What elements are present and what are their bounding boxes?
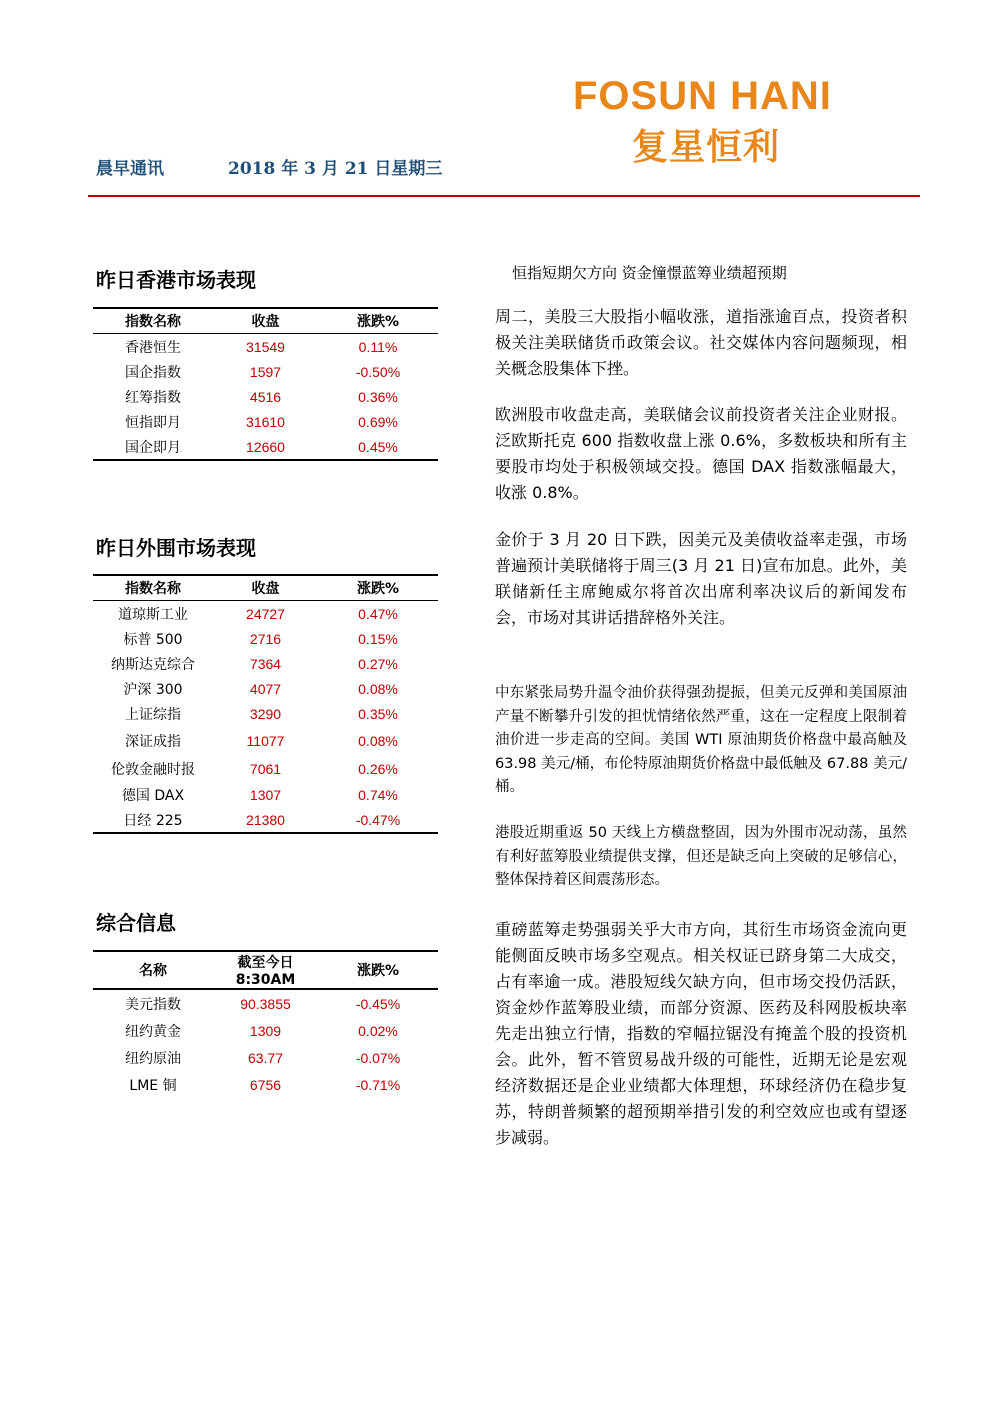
index-name: 伦敦金融时报 [111, 761, 195, 778]
hk-market-title: 昨日香港市场表现 [96, 268, 256, 292]
table-row [93, 807, 438, 833]
close-value: 1307 [249, 786, 282, 803]
close-value: 3290 [249, 705, 282, 722]
col-header-change: 涨跌% [318, 575, 438, 601]
commentary-paragraph: 港股近期重返 50 天线上方横盘整固，因为外围市况动荡，虽然有利好蓝筹股业绩提供支撑，但还是缺乏向上突破的足够信心，整体保持着区间震荡形态。 [495, 825, 907, 888]
change-value: -0.47% [318, 807, 438, 833]
index-name: 上证综指 [125, 706, 181, 723]
header-divider [88, 195, 920, 197]
index-name: 香港恒生 [125, 339, 181, 356]
commentary-title: 恒指短期欠方向 资金憧憬蓝筹业绩超预期 [512, 264, 787, 282]
close-value: 11077 [246, 732, 285, 749]
change-value: -0.45% [355, 995, 401, 1012]
change-value: -0.07% [355, 1049, 401, 1066]
newsletter-title: 晨早通讯 [96, 159, 164, 179]
table-row [93, 601, 438, 627]
close-value: 24727 [246, 605, 285, 622]
col-header-close: 收盘 [213, 575, 318, 601]
col-header-close: 收盘 [213, 308, 318, 334]
value: 6756 [249, 1076, 282, 1093]
change-value: 0.02% [358, 1022, 398, 1039]
close-value: 4516 [249, 388, 282, 405]
table-row [93, 334, 438, 360]
global-market-table [93, 574, 438, 834]
logo-english: FOSUN HANI [573, 74, 832, 118]
col-header-name: 指数名称 [93, 308, 213, 334]
global-market-title: 昨日外围市场表现 [96, 536, 256, 560]
change-value: 0.35% [358, 705, 398, 722]
change-value: -0.50% [355, 363, 401, 380]
close-value: 7364 [249, 655, 282, 672]
table-row [93, 726, 438, 755]
table-row [93, 651, 438, 676]
value: 90.3855 [240, 995, 291, 1012]
table-row [93, 434, 438, 460]
value: 63.77 [247, 1049, 284, 1066]
item-name: 纽约黄金 [125, 1023, 181, 1040]
table-row [93, 1071, 438, 1098]
close-value: 2716 [249, 630, 282, 647]
table-row [93, 409, 438, 434]
commentary-paragraph: 中东紧张局势升温令油价获得强劲提振，但美元反弹和美国原油产量不断攀升引发的担忧情绪依然严重，这在一定程度上限制着油价进一步走高的空间。美国 WTI 原油期货价格盘中最高触及 63.98 美元/桶，布伦特原油期货价格盘中最低触及 67.88 美元/桶。 [495, 685, 907, 795]
index-name: 道琼斯工业 [118, 606, 188, 623]
index-name: 国企指数 [125, 364, 181, 381]
change-value: 0.15% [358, 630, 398, 647]
item-name: LME 铜 [129, 1077, 177, 1094]
hk-market-table [93, 307, 438, 461]
change-value: 0.47% [358, 605, 398, 622]
close-value: 7061 [249, 760, 282, 777]
index-name: 恒指即月 [125, 414, 181, 431]
commentary-paragraph: 欧洲股市收盘走高，美联储会议前投资者关注企业财报。泛欧斯托克 600 指数收盘上涨 0.6%，多数板块和所有主要股市均处于积极领域交投。德国 DAX 指数涨幅最大，收涨 0.8%。 [495, 405, 907, 502]
col-header-change: 涨跌% [318, 308, 438, 334]
table-row [93, 384, 438, 409]
index-name: 国企即月 [93, 434, 213, 460]
change-value: -0.71% [355, 1076, 401, 1093]
logo-chinese: 复星恒利 [632, 127, 781, 168]
index-name: 德国 DAX [121, 787, 185, 804]
close-value: 12660 [213, 434, 318, 460]
change-value: 0.11% [358, 338, 398, 355]
col-header-change: 涨跌% [318, 951, 438, 989]
value: 1309 [249, 1022, 282, 1039]
index-name: 标普 500 [123, 631, 183, 648]
change-value: 0.27% [358, 655, 398, 672]
table-row [93, 782, 438, 807]
table-row [93, 989, 438, 1017]
close-value: 4077 [249, 680, 282, 697]
misc-info-table [93, 950, 438, 1098]
change-value: 0.08% [358, 732, 398, 749]
commentary-paragraph: 周二，美股三大股指小幅收涨，道指涨逾百点，投资者积极关注美联储货币政策会议。社交媒体内容问题频现，相关概念股集体下挫。 [495, 307, 907, 378]
change-value: 0.26% [358, 760, 398, 777]
index-name: 沪深 300 [123, 681, 183, 698]
close-value: 31549 [246, 338, 285, 355]
table-row [93, 755, 438, 782]
table-row [93, 1017, 438, 1044]
index-name: 纳斯达克综合 [111, 656, 195, 673]
table-row [93, 626, 438, 651]
misc-info-title: 综合信息 [96, 911, 176, 935]
close-value: 21380 [213, 807, 318, 833]
item-name: 美元指数 [125, 996, 181, 1013]
change-value: 0.45% [318, 434, 438, 460]
table-row [93, 359, 438, 384]
col-header-name: 指数名称 [93, 575, 213, 601]
commentary-paragraph: 金价于 3 月 20 日下跌，因美元及美债收益率走强，市场普遍预计美联储将于周三(3 月 21 日)宣布加息。此外，美联储新任主席鲍威尔将首次出席利率决议后的新闻发布会，市场对其讲话措辞格外关注。 [495, 530, 907, 627]
col-header-name: 名称 [93, 951, 213, 989]
index-name: 日经 225 [93, 807, 213, 833]
table-row [93, 1044, 438, 1071]
change-value: 0.74% [358, 786, 398, 803]
close-value: 1597 [249, 363, 282, 380]
item-name: 纽约原油 [125, 1050, 181, 1067]
close-value: 31610 [246, 413, 285, 430]
newsletter-date: 2018 年 3 月 21 日星期三 [228, 159, 443, 179]
change-value: 0.36% [358, 388, 398, 405]
index-name: 红筹指数 [125, 389, 181, 406]
change-value: 0.69% [358, 413, 398, 430]
index-name: 深证成指 [125, 733, 181, 750]
table-row [93, 701, 438, 726]
col-header-time: 截至今日 8:30AM [213, 951, 318, 989]
table-row [93, 676, 438, 701]
commentary-paragraph: 重磅蓝筹走势强弱关乎大市方向，其衍生市场资金流向更能侧面反映市场多空观点。相关权证已跻身第二大成交，占有率逾一成。港股短线欠缺方向，但市场交投仍活跃，资金炒作蓝筹股业绩，而部分资源、医药及科网股板块率先走出独立行情，指数的窄幅拉锯没有掩盖个股的投资机会。此外，暂不管贸易战升级的可能性，近期无论是宏观经济数据还是企业业绩都大体理想，环球经济仍在稳步复苏，特朗普频繁的超预期举措引发的利空效应也或有望逐步减弱。 [495, 920, 907, 1147]
change-value: 0.08% [358, 680, 398, 697]
